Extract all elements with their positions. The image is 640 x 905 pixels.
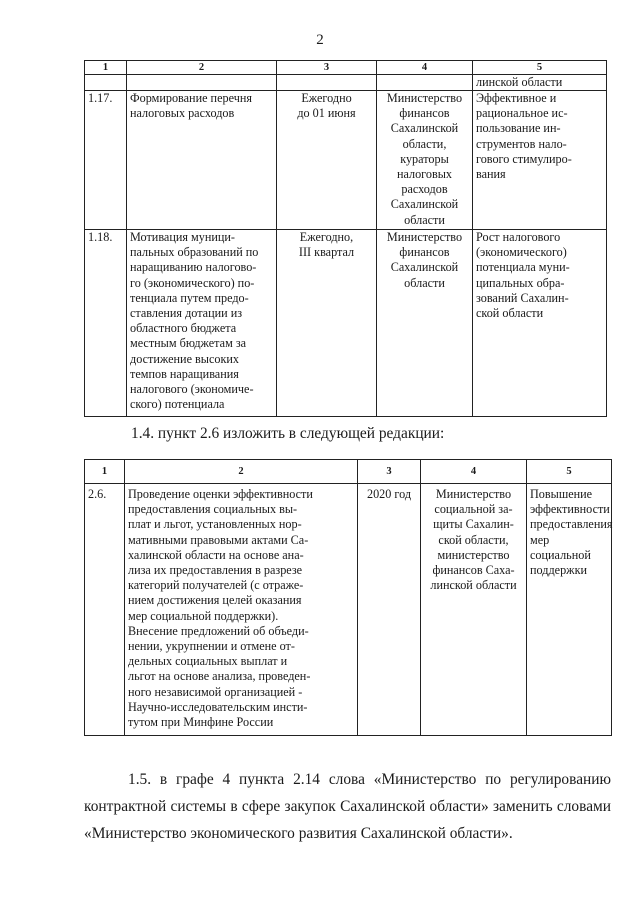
paragraph-1-5: 1.5. в графе 4 пункта 2.14 слова «Министерство по регулированию контрактной системы в сфере закупок Сахалинской области» заменить словами «Министерство экономического развития Сахалинской области». [84, 771, 611, 842]
header-col-3: 3 [358, 460, 421, 484]
row-description: Мотивация муници- пальных образований по наращиванию налогово- го (экономического) по- тенциала путем предо- ставления дотации из областного бюджета местным бюджетам за достижение высоких темпов наращивания налогового (экономиче- ского) потенциала [127, 230, 277, 417]
row-deadline: 2020 год [358, 484, 421, 736]
header-col-3: 3 [277, 61, 377, 75]
header-col-2: 2 [127, 61, 277, 75]
row-description: Формирование перечня налоговых расходов [127, 91, 277, 230]
row-responsible: Министерство финансов Сахалинской области [377, 230, 473, 417]
row-number: 2.6. [85, 484, 125, 736]
header-col-4: 4 [377, 61, 473, 75]
table-row [85, 91, 607, 230]
row-result: Рост налогового (экономического) потенциала муни- ципальных обра- зований Сахалин- ской области [473, 230, 607, 417]
row-result: Эффективное и рациональное ис- пользование ин- струментов нало- гового стимулиро- вания [473, 91, 607, 230]
header-col-5: 5 [527, 460, 612, 484]
table-row [85, 484, 612, 736]
table-header-row [85, 61, 607, 75]
paragraph-1-4: 1.4. пункт 2.6 изложить в следующей редакции: [131, 425, 445, 442]
table-header-row [85, 460, 612, 484]
table-row [85, 230, 607, 417]
page-number: 2 [316, 32, 324, 48]
header-col-4: 4 [421, 460, 527, 484]
row-responsible: Министерство финансов Сахалинской области, кураторы налоговых расходов Сахалинской области [377, 91, 473, 230]
row-deadline: Ежегодно до 01 июня [277, 91, 377, 230]
header-col-1: 1 [85, 61, 127, 75]
header-col-1: 1 [85, 460, 125, 484]
row-number: 1.17. [85, 91, 127, 230]
row-number: 1.18. [85, 230, 127, 417]
continuation-text: линской области [473, 75, 607, 91]
row-result: Повышение эффективности предоставления мер социальной поддержки [527, 484, 612, 736]
table-measures-2 [84, 459, 612, 736]
row-description: Проведение оценки эффективности предоставления социальных вы- плат и льгот, установленных нор- мативными правовыми актами Са- халинской области на основе ана- лиза их предоставления в разрезе категорий получателей (с отраже- нием достижения целей оказания мер социальной поддержки). Внесение предложений об объеди- нении, укрупнении и отмене от- дельных социальных выплат и льгот на основе анализа, проведен- ного независимой организацией - Научно-исследовательским инсти- тутом при Минфине России [125, 484, 358, 736]
row-deadline: Ежегодно, III квартал [277, 230, 377, 417]
header-col-5: 5 [473, 61, 607, 75]
table-measures-1 [84, 60, 607, 417]
header-col-2: 2 [125, 460, 358, 484]
continuation-row [85, 75, 607, 91]
row-responsible: Министерство социальной за- щиты Сахалин- ской области, министерство финансов Саха- линской области [421, 484, 527, 736]
